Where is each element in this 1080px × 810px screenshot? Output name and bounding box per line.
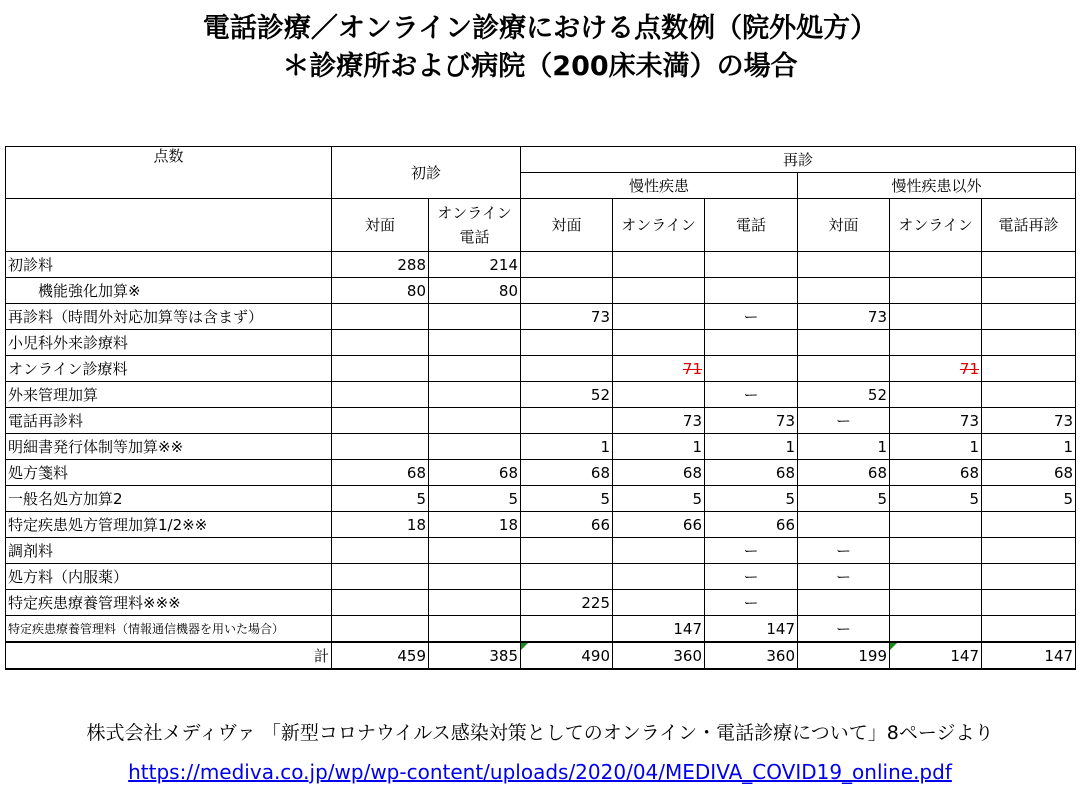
value-cell: 66 [521, 512, 613, 538]
table-row [6, 252, 1076, 278]
value-cell: 68 [705, 460, 798, 486]
value-cell: 147 [613, 616, 705, 643]
value-cell: ー [798, 564, 890, 590]
value-cell [613, 252, 705, 278]
value-cell: 80 [332, 278, 429, 304]
value-cell: 68 [521, 460, 613, 486]
struck-value: 71 [682, 359, 703, 378]
value-cell [890, 356, 982, 382]
total-cell: 147 [890, 642, 982, 669]
table-row [6, 564, 1076, 590]
value-cell [332, 356, 429, 382]
value-cell [982, 304, 1076, 330]
value-cell [705, 356, 798, 382]
value-cell: 68 [332, 460, 429, 486]
row-label: 明細書発行体制等加算※※ [6, 434, 332, 460]
value-cell [798, 252, 890, 278]
value-cell [890, 278, 982, 304]
value-cell [332, 616, 429, 643]
page-title-line-1: 電話診療／オンライン診療における点数例（院外処方） [202, 13, 878, 44]
value-cell: 66 [613, 512, 705, 538]
table-body [6, 252, 1076, 643]
value-cell: 18 [429, 512, 521, 538]
table-row [6, 408, 1076, 434]
header-chronic-phone: 電話 [705, 199, 798, 252]
value-cell [429, 434, 521, 460]
value-cell: 1 [982, 434, 1076, 460]
value-cell: 5 [982, 486, 1076, 512]
value-cell [982, 382, 1076, 408]
header-phone-line: 電話 [459, 228, 490, 246]
header-nonchronic-online: オンライン [890, 199, 982, 252]
header-revisit: 再診 [521, 147, 1076, 173]
header-chronic: 慢性疾患 [521, 173, 798, 199]
value-cell [982, 512, 1076, 538]
total-cell: 360 [613, 642, 705, 669]
row-label: 特定疾患処方管理加算1/2※※ [6, 512, 332, 538]
value-cell: ー [798, 538, 890, 564]
value-cell [890, 330, 982, 356]
table-row [6, 486, 1076, 512]
table-row [6, 590, 1076, 616]
value-cell: 1 [521, 434, 613, 460]
total-cell: 199 [798, 642, 890, 669]
value-cell: 68 [890, 460, 982, 486]
value-cell [429, 382, 521, 408]
value-cell [613, 590, 705, 616]
value-cell: 5 [332, 486, 429, 512]
value-cell [705, 330, 798, 356]
header-blank [6, 199, 332, 252]
value-cell: 73 [982, 408, 1076, 434]
value-cell [982, 590, 1076, 616]
value-cell: 5 [798, 486, 890, 512]
value-cell: 52 [521, 382, 613, 408]
value-cell [332, 564, 429, 590]
row-label: 調剤料 [6, 538, 332, 564]
row-label: 初診料 [6, 252, 332, 278]
value-cell [890, 252, 982, 278]
value-cell [521, 538, 613, 564]
value-cell [429, 590, 521, 616]
row-label: 外来管理加算 [6, 382, 332, 408]
table-row [6, 382, 1076, 408]
value-cell [798, 512, 890, 538]
value-cell: ー [705, 590, 798, 616]
value-cell [429, 538, 521, 564]
value-cell [521, 564, 613, 590]
table-row [6, 356, 1076, 382]
value-cell [705, 252, 798, 278]
value-cell: ー [798, 408, 890, 434]
row-label: 再診料（時間外対応加算等は含まず） [6, 304, 332, 330]
source-link[interactable]: https://mediva.co.jp/wp/wp-content/uploads/2020/04/MEDIVA_COVID19_online.pdf [128, 760, 952, 784]
row-label: 機能強化加算※ [6, 278, 332, 304]
header-chronic-online: オンライン [613, 199, 705, 252]
header-nonchronic: 慢性疾患以外 [798, 173, 1076, 199]
value-cell [798, 330, 890, 356]
value-cell [982, 252, 1076, 278]
header-row-3 [6, 199, 1076, 252]
value-cell [613, 564, 705, 590]
row-label: オンライン診療料 [6, 356, 332, 382]
table-row [6, 304, 1076, 330]
value-cell: 5 [613, 486, 705, 512]
value-cell: 73 [890, 408, 982, 434]
value-cell [613, 538, 705, 564]
value-cell [613, 356, 705, 382]
value-cell [982, 564, 1076, 590]
row-label: 特定疾患療養管理料（情報通信機器を用いた場合） [6, 616, 332, 643]
page-title-line-2: ＊診療所および病院（200床未満）の場合 [282, 51, 798, 82]
value-cell [521, 408, 613, 434]
value-cell [890, 616, 982, 643]
value-cell [982, 538, 1076, 564]
total-cell: 385 [429, 642, 521, 669]
source-citation: 株式会社メディヴァ 「新型コロナウイルス感染対策としてのオンライン・電話診療について」8ページより [86, 722, 994, 744]
value-cell: 214 [429, 252, 521, 278]
header-points: 点数 [6, 147, 332, 199]
header-nonchronic-phone-revisit: 電話再診 [982, 199, 1076, 252]
value-cell: 80 [429, 278, 521, 304]
value-cell [982, 356, 1076, 382]
value-cell [521, 330, 613, 356]
table-row [6, 278, 1076, 304]
value-cell: 1 [890, 434, 982, 460]
value-cell [890, 382, 982, 408]
value-cell [521, 278, 613, 304]
row-label: 一般名処方加算2 [6, 486, 332, 512]
value-cell [429, 330, 521, 356]
value-cell [521, 252, 613, 278]
value-cell: 1 [705, 434, 798, 460]
value-cell [705, 278, 798, 304]
value-cell: ー [705, 382, 798, 408]
value-cell [332, 382, 429, 408]
value-cell: 1 [798, 434, 890, 460]
table-row [6, 512, 1076, 538]
row-label: 特定疾患療養管理料※※※ [6, 590, 332, 616]
value-cell [890, 512, 982, 538]
value-cell: ー [705, 538, 798, 564]
total-cell: 147 [982, 642, 1076, 669]
value-cell: ー [705, 304, 798, 330]
value-cell [890, 590, 982, 616]
value-cell [798, 278, 890, 304]
value-cell: 68 [429, 460, 521, 486]
value-cell: 73 [613, 408, 705, 434]
value-cell [429, 304, 521, 330]
value-cell [982, 616, 1076, 643]
value-cell [332, 408, 429, 434]
value-cell: ー [798, 616, 890, 643]
value-cell [890, 538, 982, 564]
value-cell: 288 [332, 252, 429, 278]
value-cell [332, 538, 429, 564]
value-cell: 1 [613, 434, 705, 460]
header-nonchronic-face: 対面 [798, 199, 890, 252]
table-row [6, 434, 1076, 460]
value-cell: 73 [798, 304, 890, 330]
value-cell: 68 [982, 460, 1076, 486]
source-link-wrap [0, 760, 1080, 784]
value-cell: 73 [521, 304, 613, 330]
value-cell: 68 [798, 460, 890, 486]
table-row [6, 330, 1076, 356]
value-cell [613, 330, 705, 356]
value-cell: 68 [613, 460, 705, 486]
value-cell [332, 304, 429, 330]
total-row [6, 642, 1076, 669]
value-cell [332, 434, 429, 460]
table-row [6, 616, 1076, 643]
value-cell [429, 356, 521, 382]
value-cell: 73 [705, 408, 798, 434]
value-cell [521, 356, 613, 382]
value-cell [613, 382, 705, 408]
header-first-visit: 初診 [332, 147, 521, 199]
value-cell: 147 [705, 616, 798, 643]
header-first-online-phone [429, 199, 521, 252]
value-cell: 5 [429, 486, 521, 512]
value-cell: 52 [798, 382, 890, 408]
header-first-face: 対面 [332, 199, 429, 252]
value-cell [613, 304, 705, 330]
header-row-1 [6, 147, 1076, 173]
value-cell: 5 [890, 486, 982, 512]
header-chronic-face: 対面 [521, 199, 613, 252]
total-cell: 459 [332, 642, 429, 669]
table-row [6, 460, 1076, 486]
value-cell: ー [705, 564, 798, 590]
value-cell: 5 [705, 486, 798, 512]
struck-value: 71 [959, 359, 980, 378]
value-cell [798, 590, 890, 616]
row-label: 小児科外来診療料 [6, 330, 332, 356]
value-cell [982, 330, 1076, 356]
value-cell [613, 278, 705, 304]
value-cell: 18 [332, 512, 429, 538]
row-label: 処方料（内服薬） [6, 564, 332, 590]
total-cell: 360 [705, 642, 798, 669]
value-cell [429, 408, 521, 434]
points-table [5, 146, 1076, 670]
value-cell: 66 [705, 512, 798, 538]
value-cell [429, 616, 521, 643]
value-cell [890, 304, 982, 330]
value-cell [982, 278, 1076, 304]
value-cell [521, 616, 613, 643]
value-cell: 5 [521, 486, 613, 512]
total-label: 計 [6, 642, 332, 669]
row-label: 処方箋料 [6, 460, 332, 486]
table-row [6, 538, 1076, 564]
value-cell [429, 564, 521, 590]
row-label: 電話再診料 [6, 408, 332, 434]
value-cell [798, 356, 890, 382]
header-online-line: オンライン [437, 204, 512, 222]
value-cell [332, 590, 429, 616]
value-cell [332, 330, 429, 356]
total-cell: 490 [521, 642, 613, 669]
value-cell [890, 564, 982, 590]
value-cell: 225 [521, 590, 613, 616]
